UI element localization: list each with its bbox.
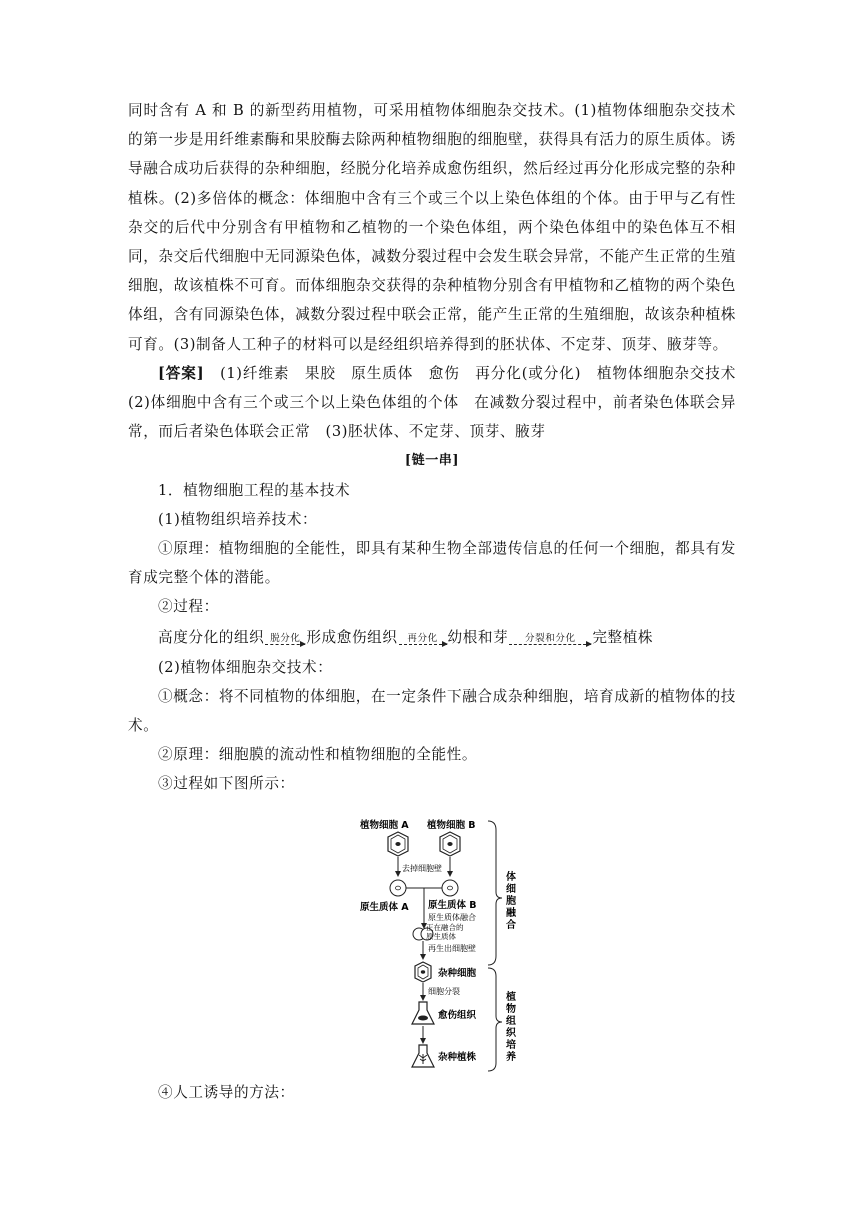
plant-cell-a-icon xyxy=(388,832,408,856)
heading-tissue-culture: (1)植物组织培养技术： xyxy=(158,510,318,528)
callus-flask-icon xyxy=(412,1002,434,1024)
flow-arrow-3 xyxy=(509,633,591,653)
answer-body: (1)纤维素 果胶 原生质体 愈伤 再分化(或分化) 植物体细胞杂交技术 (2)体细胞中含有三个或三个以上染色体组的个体 在减数分裂过程中，前者染色体联会异常，而后者染色体联会正常 (3)胚状体、不定芽、顶芽、腋芽 xyxy=(128,364,736,441)
hybrid-plant-label: 杂种植株 xyxy=(438,1052,477,1063)
flow-step-3: 幼根和芽 xyxy=(447,629,509,647)
flow-arrow-2 xyxy=(399,633,447,653)
flow-step-2: 形成愈伤组织 xyxy=(306,629,398,647)
fusing-label-line-2: 原生质体 xyxy=(426,932,456,941)
principle-totipotency: ①原理：植物细胞的全能性，即具有某种生物全部遗传信息的任何一个细胞，都具有发育成完整个体的潜能。 xyxy=(128,540,736,587)
hybrid-cell-icon xyxy=(415,962,431,982)
heading-somatic-hybridization: (2)植物体细胞杂交技术： xyxy=(158,658,333,676)
protoplast-b-icon xyxy=(442,880,458,896)
flow-arrow-1 xyxy=(265,633,305,653)
division-step: 细胞分裂 xyxy=(428,987,460,996)
explanation-paragraph: 同时含有 A 和 B 的新型药用植物，可采用植物体细胞杂交技术。(1)植物体细胞杂交技术的第一步是用纤维素酶和果胶酶去除两种植物细胞的细胞壁，获得具有活力的原生质体。诱导融合成功后获得的杂种细胞，经脱分化培养成愈伤组织，然后经过再分化形成完整的杂种植株。(2)多倍体的概念：体细胞中含有三个或三个以上染色体组的个体。由于甲与乙有性杂交的后代中分别含有甲植物和乙植物的一个染色体组，两个染色体组中的染色体互不相同，杂交后代细胞中无同源染色体，减数分裂过程中会发生联会异常，不能产生正常的生殖细胞，故该植株不可育。而体细胞杂交获得的杂种植物分别含有甲植物和乙植物的两个染色体组，含有同源染色体，减数分裂过程中联会正常，能产生正常的生殖细胞，故该杂种植株可育。(3)制备人工种子的材料可以是经组织培养得到的胚状体、不定芽、顶芽、腋芽等。 xyxy=(128,102,736,353)
arrow-right-icon xyxy=(399,644,447,645)
flow-step-4: 完整植株 xyxy=(592,629,654,647)
protoplast-a-label: 原生质体 A xyxy=(360,902,409,913)
answer-tag: [答案] xyxy=(158,364,205,382)
regenerate-wall-step: 再生出细胞壁 xyxy=(428,944,476,953)
fusion-bracket-label: 体细胞融合 xyxy=(506,872,516,931)
plant-cell-b-icon xyxy=(440,832,460,856)
cell-a-label: 植物细胞 A xyxy=(360,820,409,831)
somatic-hybridization-diagram xyxy=(360,816,530,1072)
protoplast-a-icon xyxy=(390,880,406,896)
process-figure-caption: ③过程如下图所示： xyxy=(158,775,295,793)
fusion-step: 原生质体融合 xyxy=(428,913,476,922)
concept-paragraph: ①概念：将不同植物的体细胞，在一定条件下融合成杂种细胞，培育成新的植物体的技术。 xyxy=(128,687,736,735)
answer-paragraph xyxy=(128,359,736,447)
hybrid-cell-label: 杂种细胞 xyxy=(438,968,477,979)
flow-step-1: 高度分化的组织 xyxy=(158,629,265,647)
fusing-label-line-1: 正在融合的 xyxy=(426,923,464,932)
arrow-right-icon xyxy=(509,644,591,645)
fusion-bracket xyxy=(488,821,502,965)
remove-wall-step: 去掉细胞壁 xyxy=(402,864,442,873)
flow-arrow-2-label: 再分化 xyxy=(407,632,438,644)
method-heading-block xyxy=(128,1078,736,1107)
flow-arrow-3-label: 分裂和分化 xyxy=(525,632,576,644)
hybrid-plant-flask-icon xyxy=(412,1045,434,1067)
heading-basic-tech: 1．植物细胞工程的基本技术 xyxy=(158,481,351,499)
culture-bracket xyxy=(488,968,502,1071)
principle-membrane: ②原理：细胞膜的流动性和植物细胞的全能性。 xyxy=(158,746,478,764)
heading-induction-method: ④人工诱导的方法： xyxy=(158,1084,295,1101)
main-text xyxy=(128,96,736,799)
arrow-right-icon xyxy=(265,644,305,645)
callus-label: 愈伤组织 xyxy=(438,1010,477,1021)
flow-arrow-1-label: 脱分化 xyxy=(270,632,301,644)
process-label: ②过程： xyxy=(158,598,219,616)
cell-b-label: 植物细胞 B xyxy=(427,820,476,831)
tissue-culture-flow xyxy=(128,622,736,653)
protoplast-b-label: 原生质体 B xyxy=(428,900,477,911)
section-tag: [链一串] xyxy=(404,453,460,469)
culture-bracket-label: 植物组织培养 xyxy=(506,992,516,1063)
